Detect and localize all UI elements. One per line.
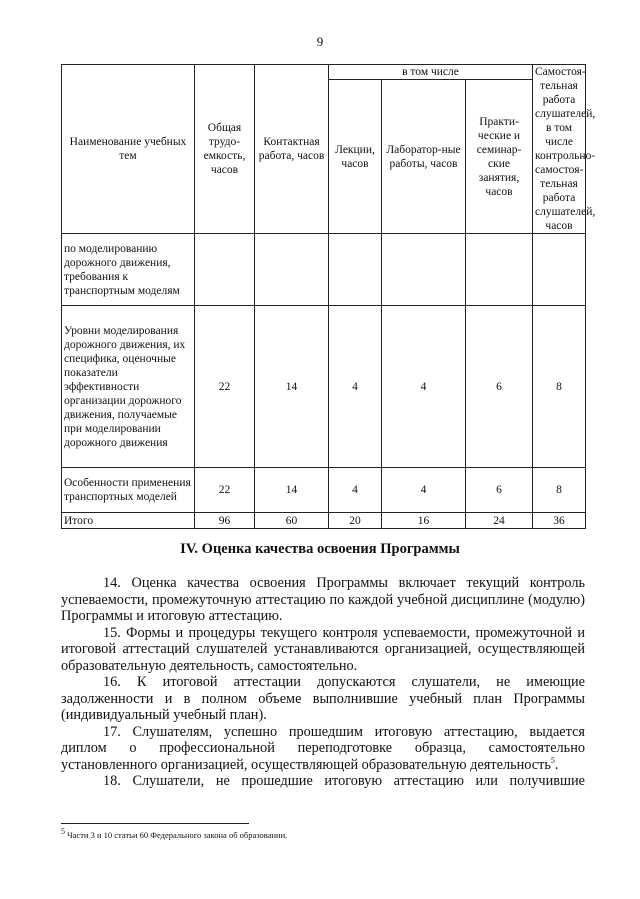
row-lectures bbox=[329, 234, 382, 306]
table-total-row bbox=[62, 513, 586, 529]
row-total: 22 bbox=[195, 306, 255, 468]
header-total: Общая трудо-емкость, часов bbox=[195, 65, 255, 234]
row-self bbox=[533, 234, 586, 306]
footnote-reference: 5 bbox=[550, 755, 555, 765]
row-lectures: 20 bbox=[329, 513, 382, 529]
body-text bbox=[61, 575, 585, 790]
paragraph-16: 16. К итоговой аттестации допускаются слушатели, не имеющие задолженности и в полном объеме выполнившие учебный план Программы (индивидуальный учебный план). bbox=[61, 674, 585, 723]
row-self: 36 bbox=[533, 513, 586, 529]
paragraph-17-end: . bbox=[554, 756, 559, 773]
paragraph-14: 14. Оценка качества освоения Программы включает текущий контроль успеваемости, промежуточную аттестацию по каждой учебной дисциплине (модулю) Программы и итоговую аттестацию. bbox=[61, 575, 585, 624]
paragraph-17 bbox=[61, 724, 585, 774]
table-row bbox=[62, 306, 586, 468]
row-total bbox=[195, 234, 255, 306]
row-practical: 24 bbox=[466, 513, 533, 529]
row-self: 8 bbox=[533, 468, 586, 513]
row-total: 22 bbox=[195, 468, 255, 513]
row-contact: 14 bbox=[255, 468, 329, 513]
footnote-divider bbox=[61, 823, 249, 824]
paragraph-18: 18. Слушатели, не прошедшие итоговую аттестацию или получившие bbox=[103, 773, 585, 789]
curriculum-table bbox=[61, 64, 596, 529]
row-contact: 14 bbox=[255, 306, 329, 468]
row-labs: 16 bbox=[382, 513, 466, 529]
row-practical: 6 bbox=[466, 468, 533, 513]
page-number: 9 bbox=[316, 34, 324, 49]
row-contact: 60 bbox=[255, 513, 329, 529]
header-name: Наименование учебных тем bbox=[62, 65, 195, 234]
row-self: 8 bbox=[533, 306, 586, 468]
row-name: Особенности применения транспортных моделей bbox=[62, 468, 195, 513]
header-practical: Практи-ческие и семинар-ские занятия, часов bbox=[466, 80, 533, 234]
footnote bbox=[61, 827, 288, 840]
row-name: Уровни моделирования дорожного движения, их специфика, оценочные показатели эффективности организации дорожного движения, получаемые при моделировании дорожного движения bbox=[62, 306, 195, 468]
footnote-text: Части 3 и 10 статьи 60 Федерального закона об образовании. bbox=[65, 830, 288, 840]
paragraph-15: 15. Формы и процедуры текущего контроля успеваемости, промежуточной и итоговой аттестаций слушателей устанавливаются организацией, осуществляющей образовательную деятельность, самостоятельно. bbox=[61, 624, 585, 674]
paragraph-17-text: 17. Слушателям, успешно прошедшим итоговую аттестацию, выдается диплом о профессиональной переподготовке образца, самостоятельно установленного организацией, осуществляющей образовательную деятельность bbox=[61, 723, 585, 773]
header-self-study: Самостоя-тельная работа слушателей, в том числе контрольно-самостоя-тельная работа слушателей, часов bbox=[533, 65, 586, 234]
row-practical: 6 bbox=[466, 306, 533, 468]
footnote-mark: 5 bbox=[61, 827, 65, 837]
row-lectures: 4 bbox=[329, 468, 382, 513]
row-name: Итого bbox=[62, 513, 195, 529]
row-contact bbox=[255, 234, 329, 306]
header-contact: Контактная работа, часов bbox=[255, 65, 329, 234]
section-title: IV. Оценка качества освоения Программы bbox=[180, 541, 460, 557]
row-practical bbox=[466, 234, 533, 306]
header-including: в том числе bbox=[329, 65, 533, 80]
header-lectures: Лекции, часов bbox=[329, 80, 382, 234]
row-total: 96 bbox=[195, 513, 255, 529]
row-lectures: 4 bbox=[329, 306, 382, 468]
row-labs bbox=[382, 234, 466, 306]
table-row bbox=[62, 234, 586, 306]
table-row bbox=[62, 468, 586, 513]
header-labs: Лаборатор-ные работы, часов bbox=[382, 80, 466, 234]
row-name: по моделированию дорожного движения, требования к транспортным моделям bbox=[62, 234, 195, 306]
row-labs: 4 bbox=[382, 468, 466, 513]
row-labs: 4 bbox=[382, 306, 466, 468]
